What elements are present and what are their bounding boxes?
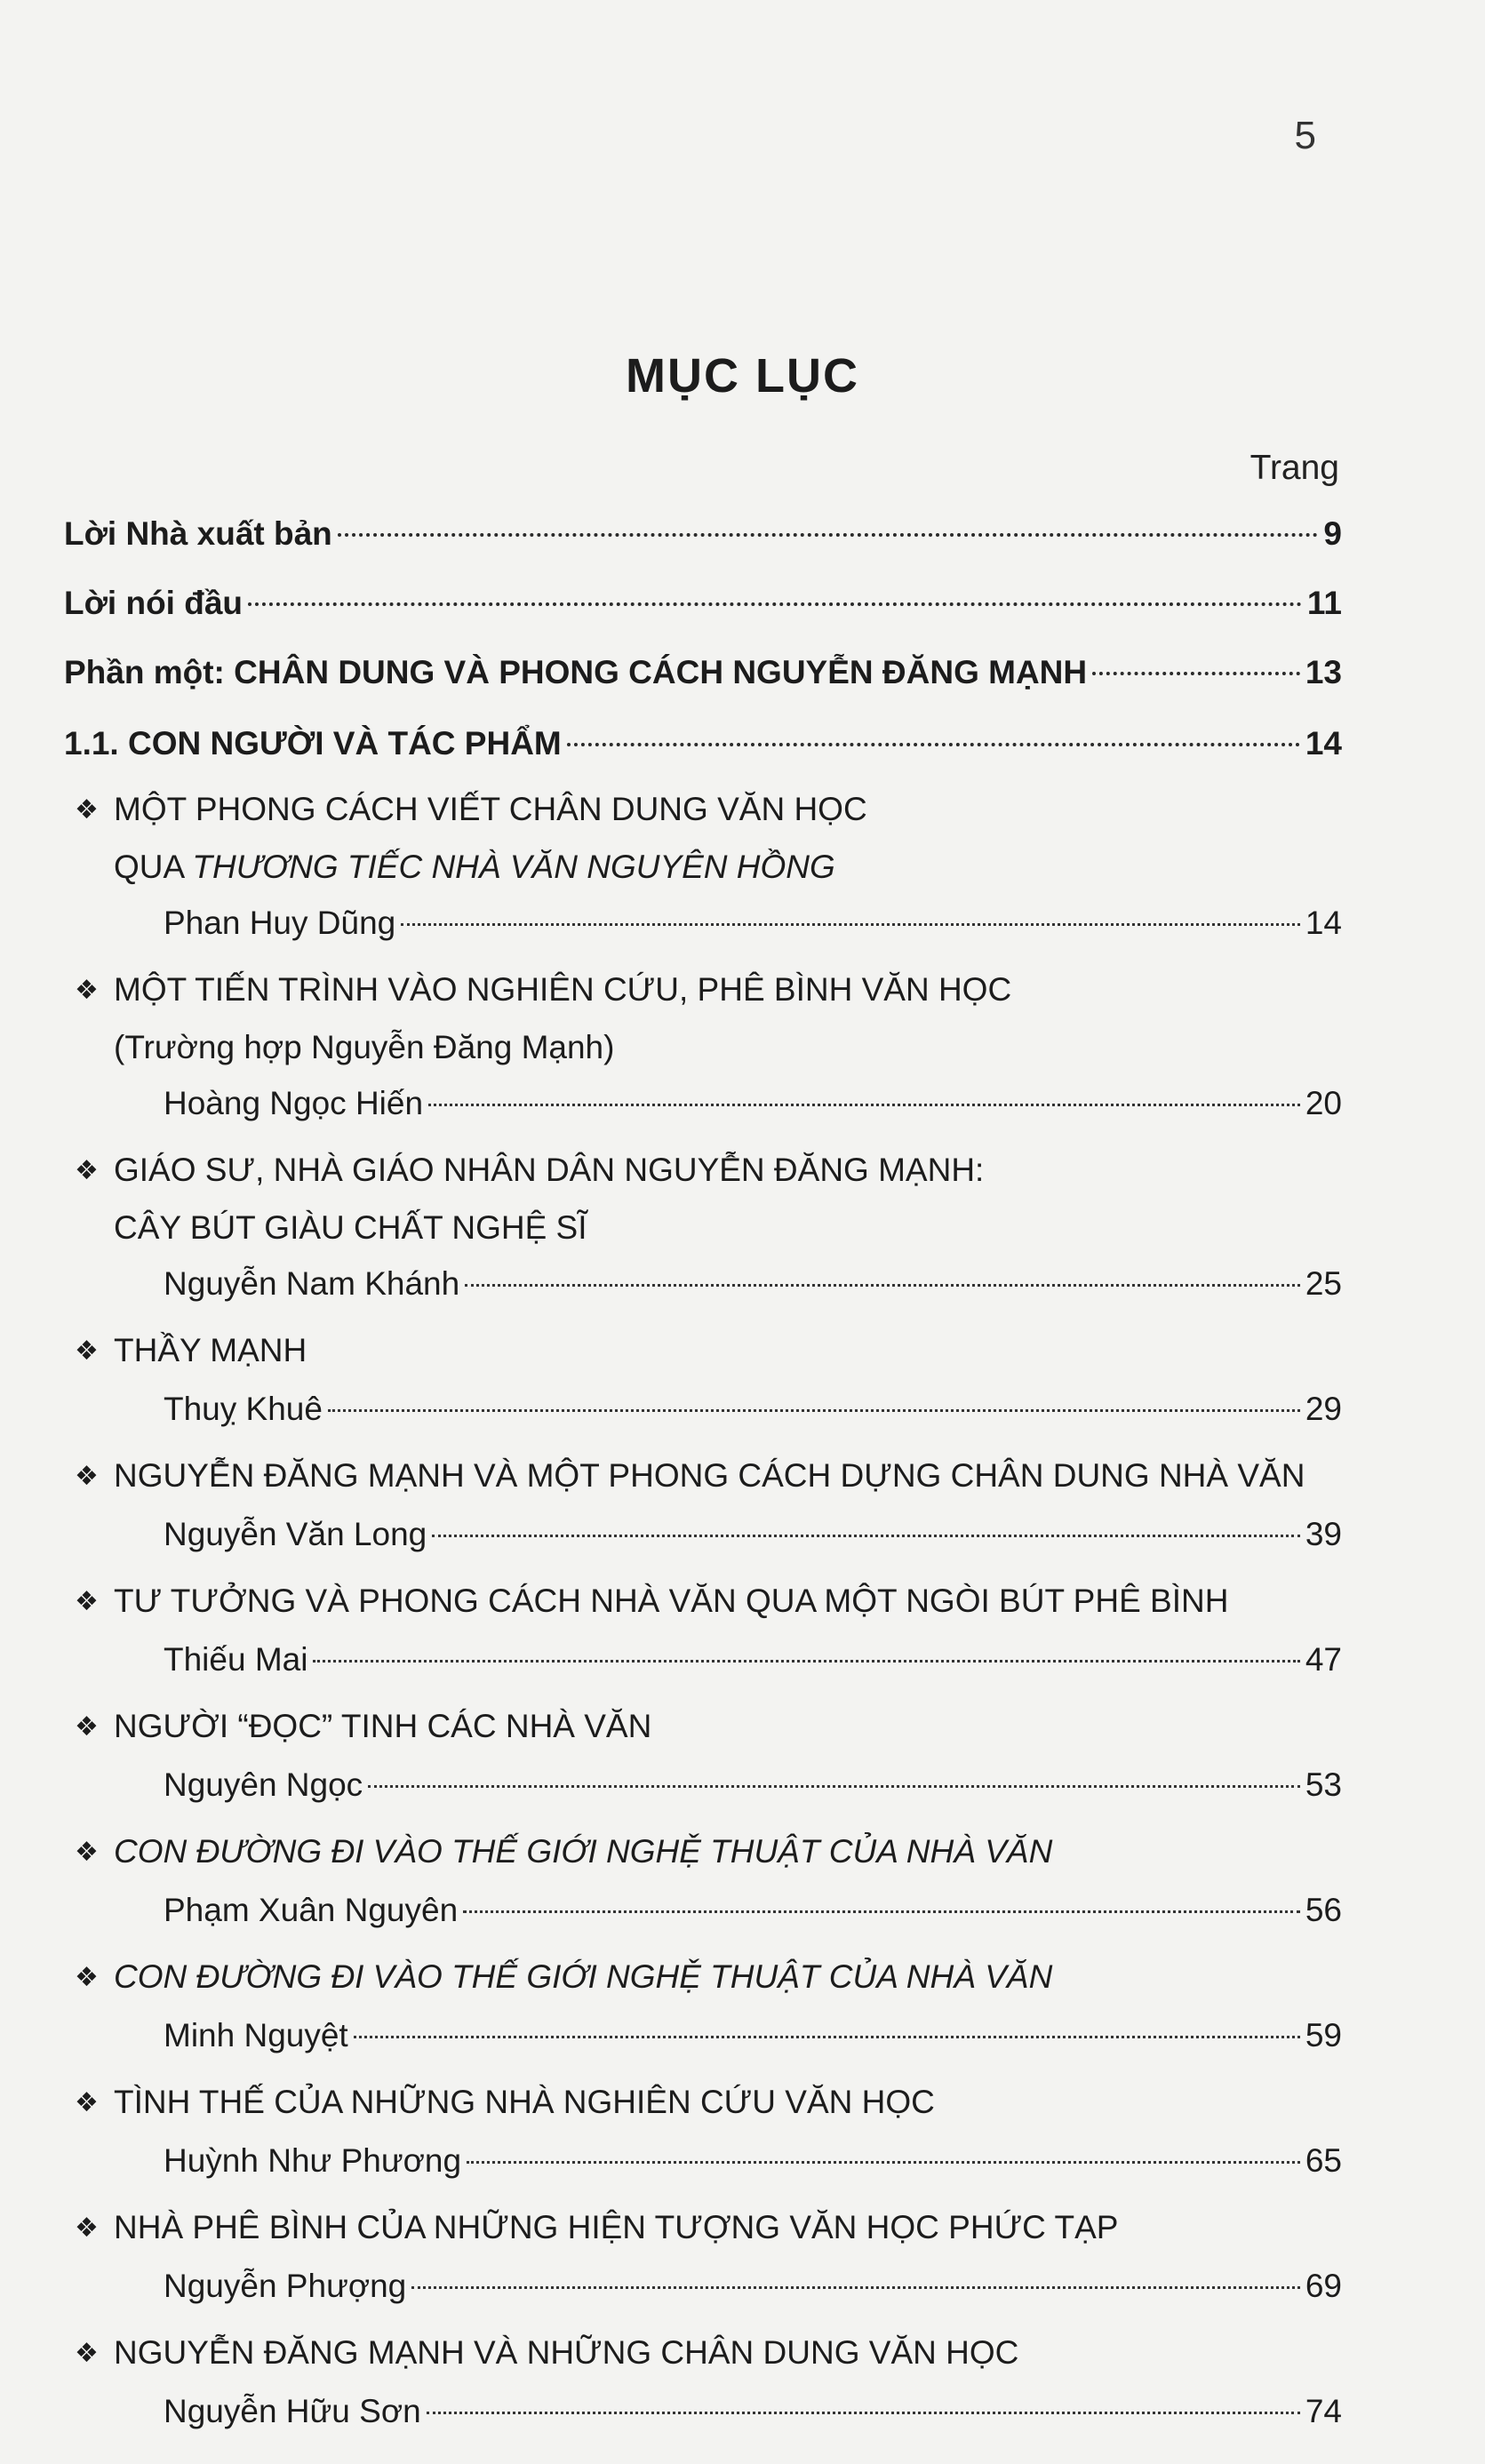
article-title: NGUYỄN ĐĂNG MẠNH VÀ NHỮNG CHÂN DUNG VĂN HỌC [114, 2334, 1019, 2371]
toc-entry-page: 11 [1306, 585, 1342, 621]
toc-entry-label: Lời nói đầu [64, 585, 244, 621]
article-author: Nguyên Ngọc [164, 1766, 363, 1803]
dot-leader [411, 2286, 1300, 2289]
article-author: Hoàng Ngọc Hiến [164, 1085, 424, 1121]
dot-leader [313, 1660, 1299, 1663]
article-title-line [64, 1824, 1342, 1882]
article-title: MỘT PHONG CÁCH VIẾT CHÂN DUNG VĂN HỌC [114, 791, 867, 827]
diamond-bullet-icon: ❖ [75, 1336, 99, 1366]
article-title: CON ĐƯỜNG ĐI VÀO THẾ GIỚI NGHỆ THUẬT CỦA NHÀ VĂN [114, 1833, 1053, 1870]
article-subtitle [64, 1020, 1342, 1075]
article-title-line [64, 1143, 1342, 1200]
dot-leader [427, 2412, 1300, 2414]
dot-leader [328, 1409, 1300, 1412]
article-author-row [64, 2383, 1342, 2440]
diamond-bullet-icon: ❖ [75, 1587, 99, 1616]
article-author: Nguyễn Nam Khánh [164, 1265, 460, 1302]
toc-article-entry[interactable] [64, 1950, 1342, 2064]
article-page: 47 [1305, 1641, 1342, 1678]
article-author-row [64, 1506, 1342, 1563]
toc-article-entry[interactable] [64, 2200, 1342, 2315]
toc-article-entry[interactable] [64, 1323, 1342, 1438]
article-page: 20 [1305, 1085, 1342, 1121]
article-list [64, 782, 1342, 2440]
article-title-line [64, 962, 1342, 1020]
dot-leader [465, 1284, 1300, 1287]
article-page: 39 [1305, 1516, 1342, 1552]
article-author: Nguyễn Văn Long [164, 1516, 427, 1552]
article-author-row [64, 1757, 1342, 1814]
article-author-row [64, 1882, 1342, 1939]
article-page: 53 [1305, 1766, 1342, 1803]
toc-entry-label: Phần một: CHÂN DUNG VÀ PHONG CÁCH NGUYỄN ĐĂNG MẠNH [64, 654, 1088, 690]
diamond-bullet-icon: ❖ [75, 795, 99, 825]
toc-article-entry[interactable] [64, 1699, 1342, 1814]
article-page: 74 [1305, 2393, 1342, 2429]
dot-leader [463, 1910, 1300, 1913]
article-author: Minh Nguyệt [164, 2017, 348, 2053]
article-author-row [64, 2258, 1342, 2315]
toc-article-entry[interactable] [64, 2075, 1342, 2189]
diamond-bullet-icon: ❖ [75, 1963, 99, 1992]
article-page: 25 [1305, 1265, 1342, 1302]
article-subtitle-text: CÂY BÚT GIÀU CHẤT NGHỆ SĨ [114, 1209, 587, 1246]
article-page: 59 [1305, 2017, 1342, 2053]
toc-entry-label: Lời Nhà xuất bản [64, 515, 332, 552]
article-title: CON ĐƯỜNG ĐI VÀO THẾ GIỚI NGHỆ THUẬT CỦA NHÀ VĂN [114, 1958, 1053, 1995]
toc-section-page: 14 [1305, 725, 1342, 762]
dot-leader [467, 2161, 1300, 2164]
toc-entry-page: 13 [1305, 654, 1342, 690]
article-page: 69 [1305, 2268, 1342, 2304]
toc-article-entry[interactable] [64, 782, 1342, 952]
table-of-contents [64, 506, 1342, 2440]
toc-article-entry[interactable] [64, 1448, 1342, 1563]
diamond-bullet-icon: ❖ [75, 2339, 99, 2368]
article-page: 56 [1305, 1892, 1342, 1928]
diamond-bullet-icon: ❖ [75, 1838, 99, 1867]
article-author-row [64, 1256, 1342, 1312]
page-column-label: Trang [1249, 449, 1339, 487]
article-title: GIÁO SƯ, NHÀ GIÁO NHÂN DÂN NGUYỄN ĐĂNG MẠNH: [114, 1152, 985, 1188]
toc-article-entry[interactable] [64, 2325, 1342, 2440]
dot-leader [354, 2036, 1300, 2038]
article-subtitle [64, 1200, 1342, 1256]
article-subtitle-text: (Trường hợp Nguyễn Đăng Mạnh) [114, 1029, 615, 1065]
article-title-line [64, 782, 1342, 840]
article-title-line [64, 1574, 1342, 1631]
article-title-line [64, 1323, 1342, 1381]
article-author-row [64, 1631, 1342, 1688]
dot-leader [338, 533, 1319, 537]
article-author-row [64, 895, 1342, 952]
toc-entry[interactable] [64, 645, 1342, 700]
toc-entry[interactable] [64, 506, 1342, 562]
diamond-bullet-icon: ❖ [75, 976, 99, 1005]
diamond-bullet-icon: ❖ [75, 1156, 99, 1185]
diamond-bullet-icon: ❖ [75, 1712, 99, 1742]
dot-leader [1092, 672, 1300, 675]
toc-entry[interactable] [64, 576, 1342, 631]
diamond-bullet-icon: ❖ [75, 2088, 99, 2117]
article-author: Phan Huy Dũng [164, 905, 396, 941]
article-title-line [64, 2325, 1342, 2383]
article-author-row [64, 2133, 1342, 2189]
article-author: Thiếu Mai [164, 1641, 308, 1678]
article-page: 29 [1305, 1391, 1342, 1427]
article-author-row [64, 1075, 1342, 1132]
toc-entry-page: 9 [1323, 515, 1342, 552]
article-subtitle [64, 840, 1342, 895]
article-title-line [64, 2075, 1342, 2133]
article-author-row [64, 2007, 1342, 2064]
article-title-line [64, 1699, 1342, 1757]
article-subtitle-text: QUA [114, 849, 193, 885]
article-author: Huỳnh Như Phương [164, 2142, 462, 2179]
dot-leader [432, 1535, 1300, 1537]
article-title: TÌNH THẾ CỦA NHỮNG NHÀ NGHIÊN CỨU VĂN HỌC [114, 2084, 935, 2120]
toc-article-entry[interactable] [64, 1143, 1342, 1312]
article-page: 65 [1305, 2142, 1342, 2179]
article-title: MỘT TIẾN TRÌNH VÀO NGHIÊN CỨU, PHÊ BÌNH VĂN HỌC [114, 971, 1012, 1008]
toc-article-entry[interactable] [64, 962, 1342, 1132]
article-title: NGƯỜI “ĐỌC” TINH CÁC NHÀ VĂN [114, 1708, 652, 1744]
dot-leader [368, 1785, 1300, 1788]
dot-leader [428, 1104, 1300, 1106]
article-author: Phạm Xuân Nguyên [164, 1892, 459, 1928]
dot-leader [401, 923, 1300, 926]
article-title: TƯ TƯỞNG VÀ PHONG CÁCH NHÀ VĂN QUA MỘT NGÒI BÚT PHÊ BÌNH [114, 1583, 1229, 1619]
diamond-bullet-icon: ❖ [75, 1462, 99, 1491]
article-subtitle-italic: THƯƠNG TIẾC NHÀ VĂN NGUYÊN HỒNG [192, 849, 835, 885]
diamond-bullet-icon: ❖ [75, 2213, 99, 2243]
article-author: Nguyễn Phượng [164, 2268, 407, 2304]
dot-leader [248, 602, 1302, 606]
article-page: 14 [1305, 905, 1342, 941]
article-title-line [64, 1950, 1342, 2007]
toc-section-entry[interactable] [64, 716, 1342, 771]
article-author-row [64, 1381, 1342, 1438]
article-title: THẦY MẠNH [114, 1332, 307, 1368]
article-title-line [64, 2200, 1342, 2258]
article-author: Nguyễn Hữu Sơn [164, 2393, 421, 2429]
article-title-line [64, 1448, 1342, 1506]
article-author: Thuỵ Khuê [164, 1391, 323, 1427]
page-title: MỤC LỤC [626, 349, 859, 403]
dot-leader [567, 743, 1300, 746]
article-title: NHÀ PHÊ BÌNH CỦA NHỮNG HIỆN TƯỢNG VĂN HỌC PHỨC TẠP [114, 2209, 1119, 2245]
page-number: 5 [1294, 114, 1316, 157]
toc-section-label: 1.1. CON NGƯỜI VÀ TÁC PHẨM [64, 725, 562, 762]
toc-article-entry[interactable] [64, 1574, 1342, 1688]
article-title: NGUYỄN ĐĂNG MẠNH VÀ MỘT PHONG CÁCH DỰNG CHÂN DUNG NHÀ VĂN [114, 1457, 1305, 1494]
toc-article-entry[interactable] [64, 1824, 1342, 1939]
